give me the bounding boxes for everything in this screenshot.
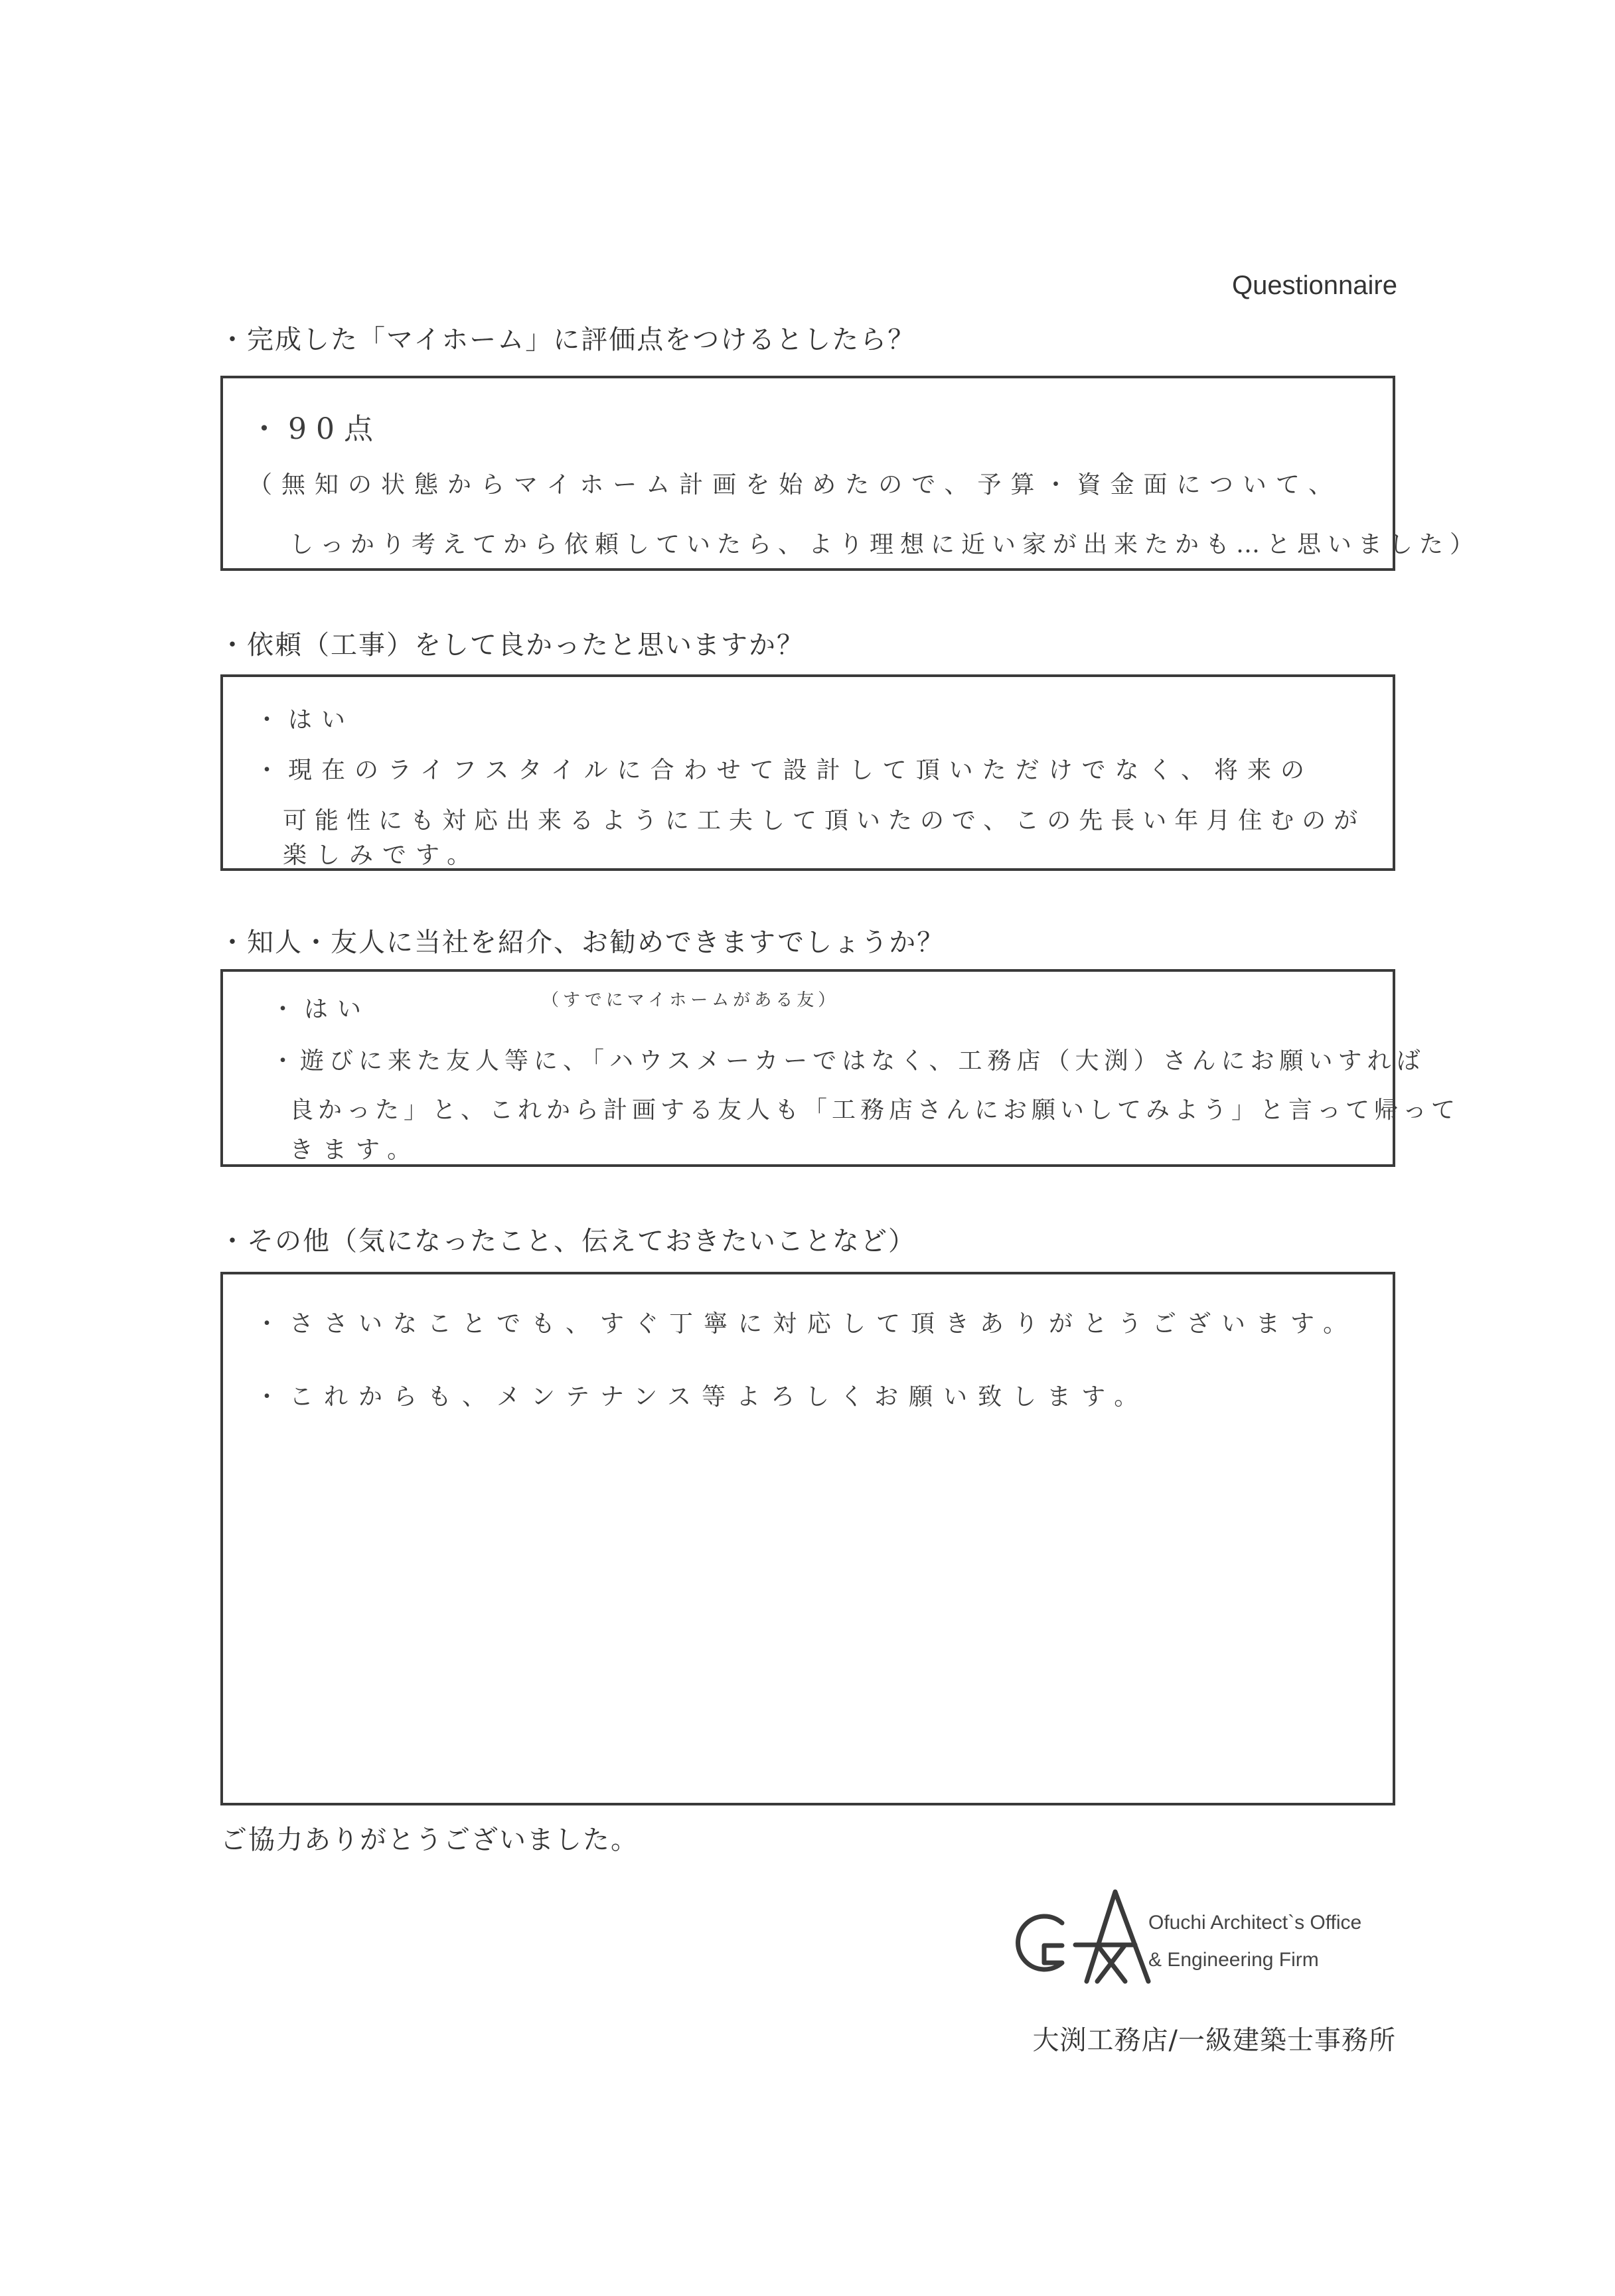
question-other: ・その他（気になったこと、伝えておきたいことなど） — [219, 1226, 916, 1257]
answer-line: ・ささいなことでも、すぐ丁寧に対応して頂きありがとうございます。 — [255, 1310, 1358, 1338]
answer-line: ・はい — [271, 996, 371, 1023]
answer-line: ・はい — [255, 706, 355, 733]
question-satisfaction: ・依頼（工事）をして良かったと思いますか？ — [219, 630, 805, 660]
answer-box-satisfaction — [220, 674, 1395, 871]
questionnaire-label: Questionnaire — [1231, 271, 1397, 300]
answer-line: きます。 — [289, 1136, 421, 1164]
answer-line: ・90点 — [250, 412, 382, 446]
answer-line: ・現在のライフスタイルに合わせて設計して頂いただけでなく、将来の — [255, 757, 1314, 784]
answer-box-other — [220, 1272, 1395, 1805]
annotation-note: （すでにマイホームがある友） — [542, 990, 840, 1010]
answer-line: しっかり考えてから依頼していたら、より理想に近い家が出来たかも…と思いました） — [289, 531, 1481, 558]
company-name-en-line1: Ofuchi Architect`s Office — [1148, 1912, 1362, 1934]
answer-line: 良かった」と、これから計画する友人も「工務店さんにお願いしてみよう」と言って帰って — [289, 1097, 1460, 1124]
answer-line: ・遊びに来た友人等に、「ハウスメーカーではなく、工務店（大渕）さんにお願いすれば — [271, 1047, 1426, 1075]
closing-message: ご協力ありがとうございました。 — [220, 1825, 639, 1855]
company-logo-icon — [1012, 1882, 1158, 1988]
answer-line: 楽しみです。 — [283, 842, 481, 869]
answer-line: ・これからも、メンテナンス等よろしくお願い致します。 — [255, 1383, 1149, 1411]
answer-line: （無知の状態からマイホーム計画を始めたので、予算・資金面について、 — [248, 471, 1342, 498]
company-name-en-line2: & Engineering Firm — [1148, 1949, 1319, 1971]
answer-box-recommend — [220, 969, 1460, 1167]
answer-box-rating — [220, 376, 1481, 571]
company-name-jp: 大渕工務店/一級建築士事務所 — [1032, 2025, 1396, 2056]
answer-line: 可能性にも対応出来るように工夫して頂いたので、この先長い年月住むのが — [283, 807, 1366, 834]
question-recommend: ・知人・友人に当社を紹介、お勧めできますでしょうか？ — [219, 927, 945, 958]
question-rating: ・完成した「マイホーム」に評価点をつけるとしたら？ — [219, 325, 916, 355]
